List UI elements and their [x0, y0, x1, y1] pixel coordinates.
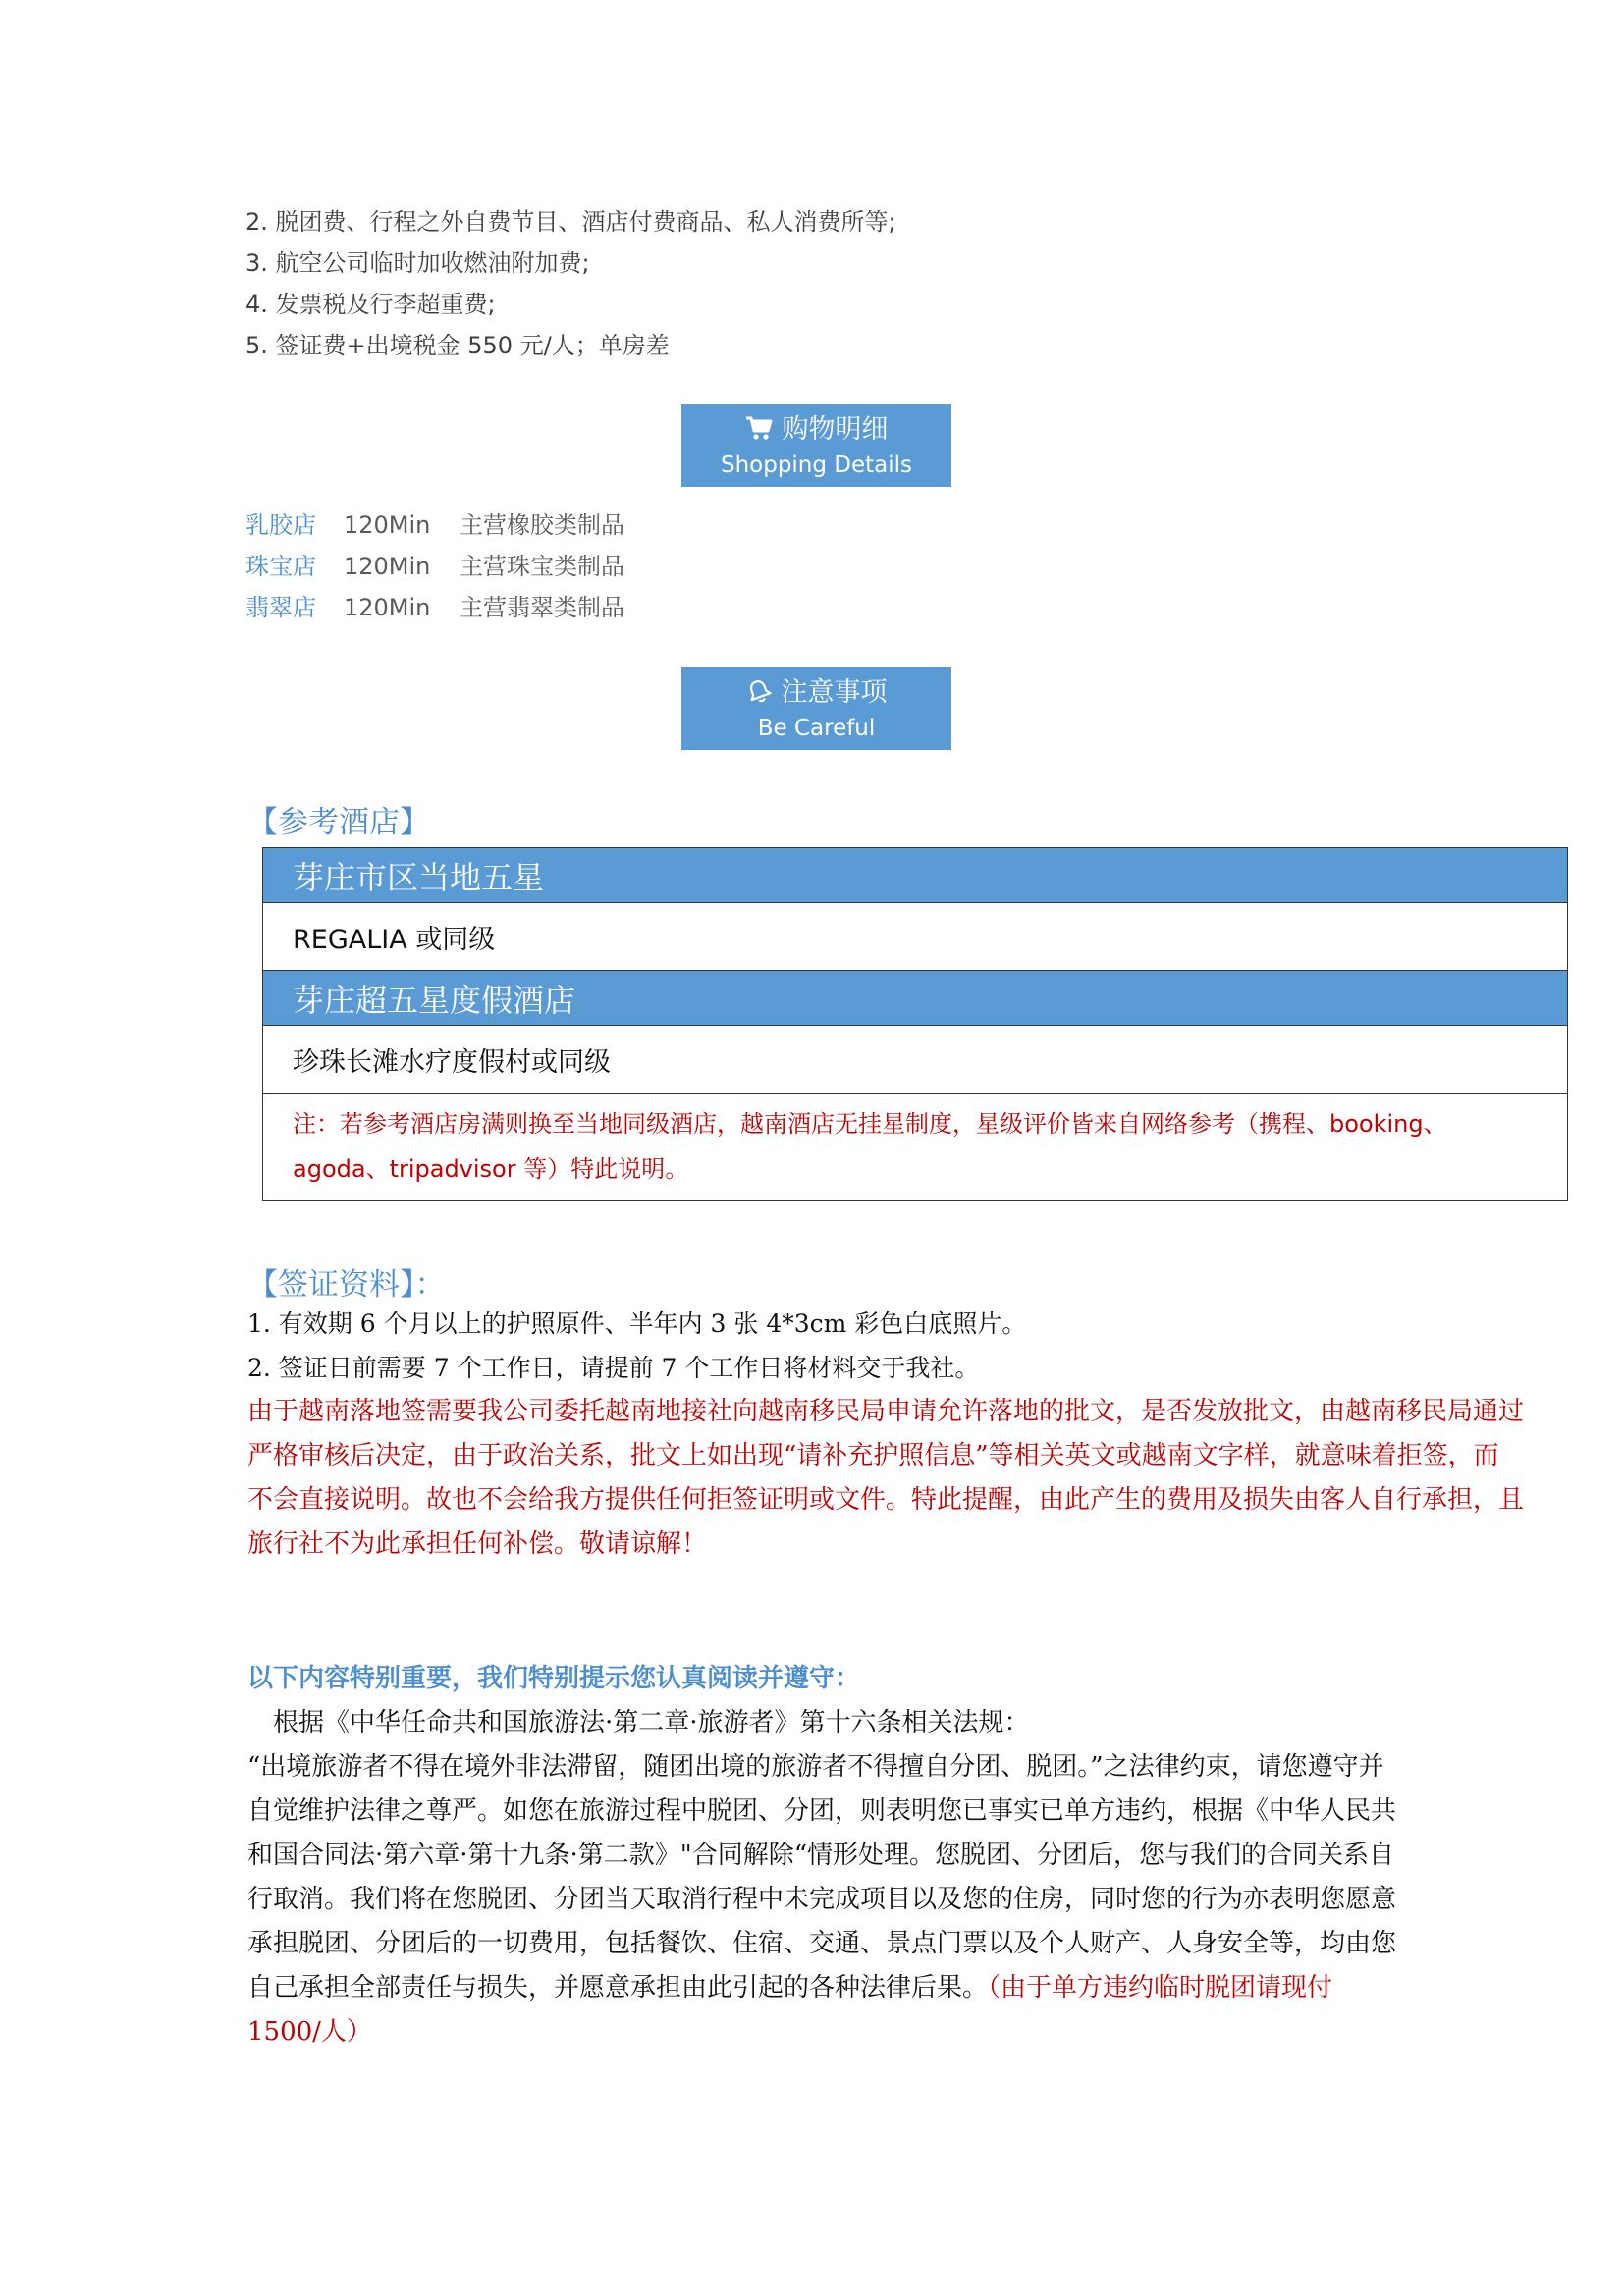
- hotel-heading: 【参考酒店】: [247, 805, 430, 840]
- shop-desc: 主营翡翠类制品: [460, 594, 624, 621]
- table-row: [263, 1094, 1568, 1201]
- shop-duration: 120Min: [344, 594, 431, 621]
- careful-title-cn: 注意事项: [781, 677, 888, 708]
- law-body: [247, 1745, 1406, 2055]
- careful-title-en: Be Careful: [757, 716, 876, 741]
- bell-icon: [746, 678, 772, 714]
- list-item: [245, 587, 624, 628]
- list-item: [245, 505, 624, 546]
- list-item: [245, 546, 624, 587]
- table-row: [263, 971, 1568, 1026]
- visa-item: 1. 有效期 6 个月以上的护照原件、半年内 3 张 4*3cm 彩色白底照片。: [247, 1309, 1027, 1338]
- be-careful-banner: [681, 667, 951, 750]
- law-body-text: “出境旅游者不得在境外非法滞留，随团出境的旅游者不得擅自分团、脱团。”之法律约束，请您遵守并自觉维护法律之尊严。如您在旅游过程中脱团、分团，则表明您已事实已单方违约，根据《中华人民共和国合同法·第六章·第十九条·第二款》"合同解除“情形处理。您脱团、分团后，您与我们的合同关系自行取消。我们将在您脱团、分团当天取消行程中未完成项目以及您的住房，同时您的行为亦表明您愿意承担脱团、分团后的一切费用，包括餐饮、住宿、交通、景点门票以及个人财产、人身安全等，均由您自己承担全部责任与损失，并愿意承担由此引起的各种法律后果。: [247, 1752, 1397, 2002]
- shopping-title-en: Shopping Details: [720, 453, 913, 478]
- hotel-table: [262, 847, 1568, 1201]
- shop-name: 翡翠店: [245, 594, 316, 621]
- law-penalty: （由于单方违约临时脱团请现付 1500/人）: [247, 1973, 1333, 2047]
- hotel-value: REGALIA 或同级: [263, 903, 1568, 971]
- shopping-title-cn: 购物明细: [782, 414, 889, 445]
- shop-name: 珠宝店: [245, 553, 316, 580]
- hotel-note: 注：若参考酒店房满则换至当地同级酒店，越南酒店无挂星制度，星级评价皆来自网络参考（携程、booking、agoda、tripadvisor 等）特此说明。: [293, 1110, 1447, 1183]
- shop-desc: 主营橡胶类制品: [460, 511, 624, 539]
- hotel-category: 芽庄超五星度假酒店: [263, 971, 1568, 1026]
- shop-list: [245, 505, 624, 628]
- visa-item: 2. 签证日前需要 7 个工作日，请提前 7 个工作日将材料交于我社。: [247, 1354, 980, 1382]
- cart-icon: [745, 415, 773, 451]
- table-row: [263, 848, 1568, 903]
- hotel-value: 珍珠长滩水疗度假村或同级: [263, 1026, 1568, 1094]
- visa-section: [247, 1302, 1524, 1567]
- fee-exclusions-list: [245, 201, 1326, 366]
- visa-warning: 由于越南落地签需要我公司委托越南地接社向越南移民局申请允许落地的批文，是否发放批文，由越南移民局通过严格审核后决定，由于政治关系，批文上如出现“请补充护照信息”等相关英文或越南文字样，就意味着拒签，而不会直接说明。故也不会给我方提供任何拒签证明或文件。特此提醒，由此产生的费用及损失由客人自行承担，且旅行社不为此承担任何补偿。敬请谅解！: [247, 1397, 1525, 1559]
- list-item: 3. 航空公司临时加收燃油附加费;: [245, 249, 590, 277]
- table-row: [263, 1026, 1568, 1094]
- list-item: 2. 脱团费、行程之外自费节目、酒店付费商品、私人消费所等;: [245, 208, 896, 236]
- visa-heading: 【签证资料】：: [247, 1267, 446, 1303]
- shop-duration: 120Min: [344, 553, 431, 580]
- table-row: [263, 903, 1568, 971]
- shop-duration: 120Min: [344, 511, 431, 539]
- list-item: 4. 发票税及行李超重费;: [245, 291, 496, 318]
- shop-name: 乳胶店: [245, 511, 316, 539]
- hotel-category: 芽庄市区当地五星: [263, 848, 1568, 903]
- shopping-details-banner: [681, 404, 951, 487]
- shop-desc: 主营珠宝类制品: [460, 553, 624, 580]
- law-line: 根据《中华任命共和国旅游法·第二章·旅游者》第十六条相关法规：: [273, 1708, 1030, 1737]
- list-item: 5. 签证费+出境税金 550 元/人；单房差: [245, 332, 670, 359]
- law-intro: 以下内容特别重要，我们特别提示您认真阅读并遵守：: [247, 1664, 861, 1693]
- law-section: [247, 1657, 1406, 2055]
